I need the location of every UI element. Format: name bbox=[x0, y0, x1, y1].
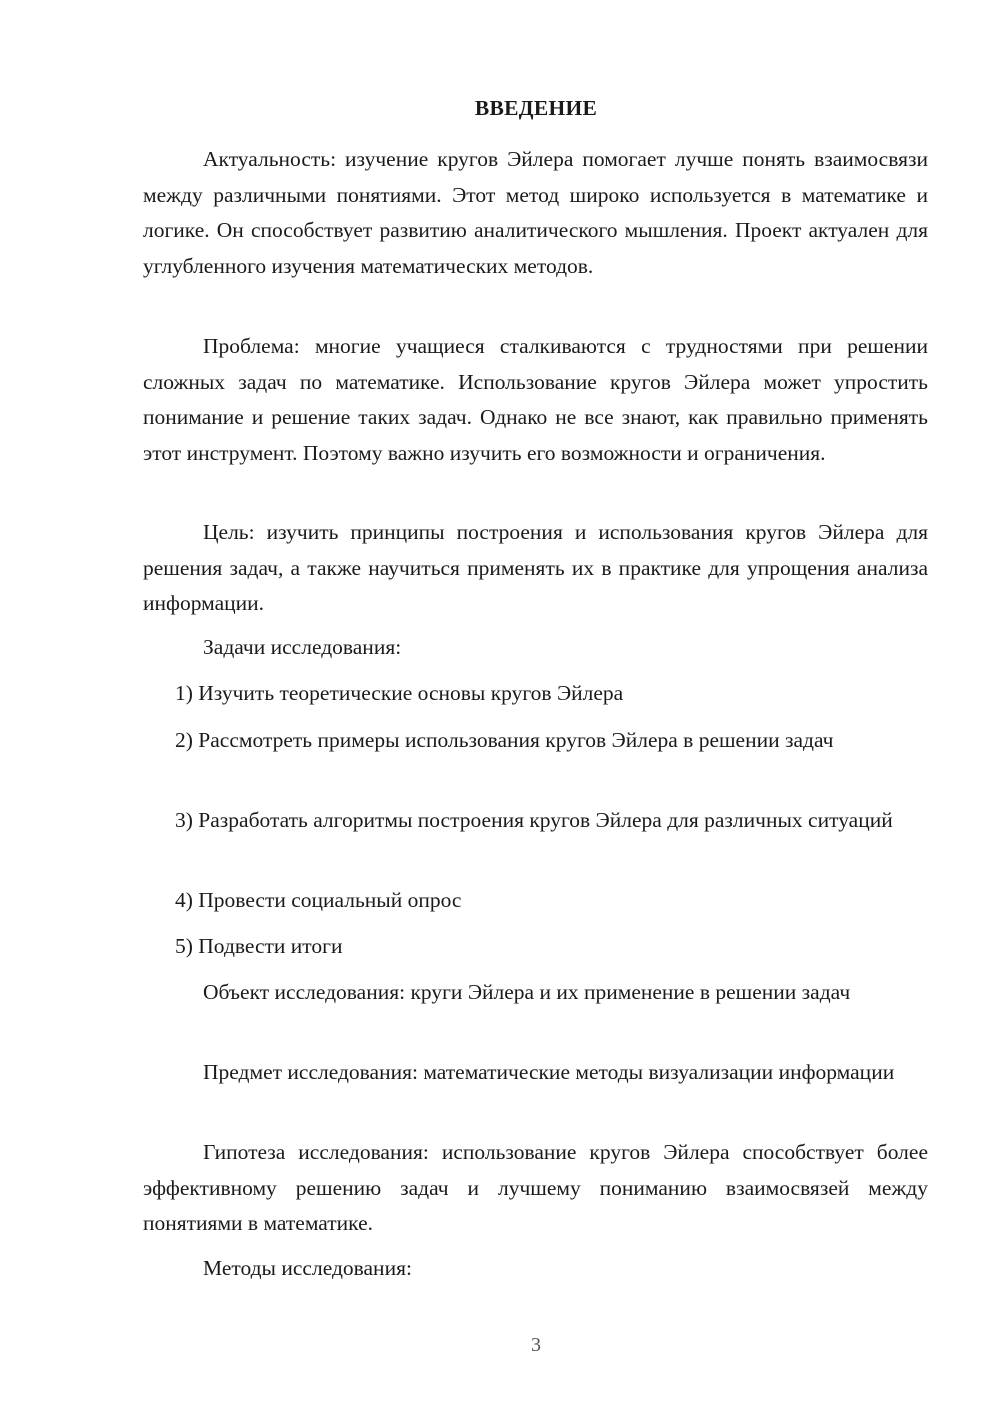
methods-title: Методы исследования: bbox=[203, 1256, 412, 1280]
paragraph-relevance: Актуальность: изучение кругов Эйлера помогает лучше понять взаимосвязи между различными понятиями. Этот метод широко используется в математике и логике. Он способствует развитию аналитического мышления. Проект актуален для углубленного изучения математических методов. bbox=[143, 147, 928, 278]
paragraph-hypothesis: Гипотеза исследования: использование кругов Эйлера способствует более эффективному решению задач и лучшему пониманию взаимосвязей между понятиями в математике. bbox=[143, 1140, 928, 1235]
task-item-5: 5) Подвести итоги bbox=[175, 934, 343, 958]
task-item-3: 3) Разработать алгоритмы построения кругов Эйлера для различных ситуаций bbox=[175, 808, 893, 832]
paragraph-problem: Проблема: многие учащиеся сталкиваются с трудностями при решении сложных задач по математике. Использование кругов Эйлера может упростить понимание и решение таких задач. Однако не все знают, как правильно применять этот инструмент. Поэтому важно изучить его возможности и ограничения. bbox=[143, 334, 928, 465]
paragraph-object: Объект исследования: круги Эйлера и их применение в решении задач bbox=[203, 980, 851, 1004]
paragraph-goal: Цель: изучить принципы построения и использования кругов Эйлера для решения задач, а также научиться применять их в практике для упрощения анализа информации. bbox=[143, 520, 928, 615]
paragraph-subject: Предмет исследования: математические методы визуализации информации bbox=[203, 1060, 895, 1084]
task-item-1: 1) Изучить теоретические основы кругов Эйлера bbox=[175, 681, 624, 705]
section-heading: ВВЕДЕНИЕ bbox=[474, 96, 598, 120]
page-number: 3 bbox=[531, 1334, 541, 1356]
task-item-4: 4) Провести социальный опрос bbox=[175, 888, 462, 912]
tasks-title: Задачи исследования: bbox=[203, 635, 402, 659]
task-item-2: 2) Рассмотреть примеры использования кругов Эйлера в решении задач bbox=[175, 728, 834, 752]
